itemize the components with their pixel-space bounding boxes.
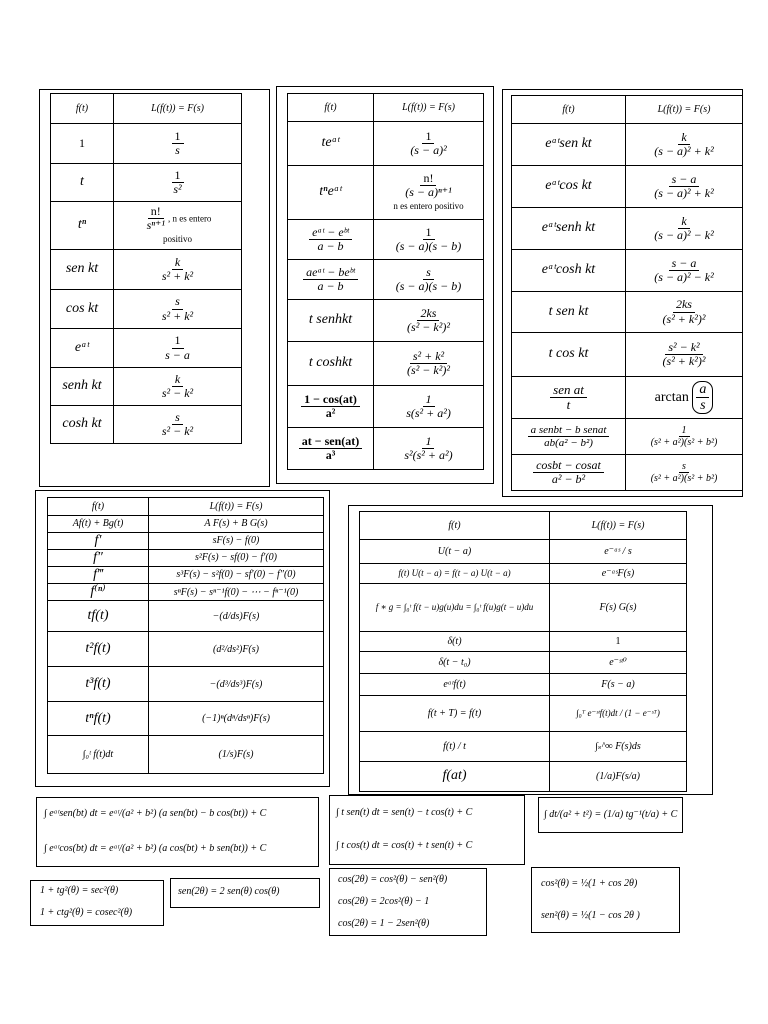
f-cell: eᵃᵗf(t) — [360, 674, 550, 696]
f-cell: teᵃᵗ — [288, 122, 374, 166]
F-cell: $\frac{s}{\text{s² + k²}}$ — [114, 290, 242, 329]
f-cell: aeᵃᵗ − beᵇᵗ a − b — [288, 260, 374, 300]
F-cell: $\frac{1}{\text{s²}}$ — [114, 164, 242, 202]
f-cell: f⁽ⁿ⁾ — [48, 584, 149, 601]
f-cell: eᵃᵗcos kt — [512, 166, 626, 208]
f-cell: t cos kt — [512, 333, 626, 377]
col-header-f: f(t) — [51, 94, 114, 124]
f-cell: tⁿ — [51, 202, 114, 250]
f-cell: δ(t) — [360, 632, 550, 652]
f-cell: ∫₀ᵗ f(t)dt — [48, 736, 149, 774]
F-cell: e⁻ᵃˢF(s) — [550, 564, 687, 584]
identity-cos2theta-1: cos(2θ) = cos²(θ) − sen²(θ) — [338, 874, 448, 885]
F-cell: $\frac{s}{\text{s² − k²}}$ — [114, 406, 242, 444]
F-cell: $\frac{1}{\text{(s² + a²)(s² + b²)}}$ — [626, 419, 743, 455]
f-cell: eᵃᵗ — [51, 329, 114, 368]
laplace-table-derivatives — [47, 497, 324, 774]
f-cell: tⁿeᵃᵗ — [288, 166, 374, 220]
f-cell: t²f(t) — [48, 632, 149, 667]
f-cell: eᵃᵗ − eᵇᵗ a − b — [288, 220, 374, 260]
F-cell: $\frac{1}{s}$ — [114, 124, 242, 164]
f-cell: at − sen(at) a³ — [288, 428, 374, 470]
f-cell: 1 — [51, 124, 114, 164]
col-header-F: L(f(t)) = F(s) — [114, 94, 242, 124]
identity-cos2theta-2: cos(2θ) = 2cos²(θ) − 1 — [338, 896, 430, 907]
integral-arctan: ∫ dt/(a² + t²) = (1/a) tg⁻¹(t/a) + C — [544, 809, 678, 820]
F-cell: $\frac{1}{\text{s(s² + a²)}}$ — [374, 386, 484, 428]
F-cell: s³F(s) − s²f(0) − sf′(0) − f″(0) — [149, 567, 324, 584]
f-cell: cosh kt — [51, 406, 114, 444]
f-cell: eᵃᵗcosh kt — [512, 250, 626, 292]
F-cell: $\frac{k}{\text{s² − k²}}$ — [114, 368, 242, 406]
identity-cosec: 1 + ctg²(θ) = cosec²(θ) — [40, 907, 133, 918]
F-cell: A F(s) + B G(s) — [149, 516, 324, 533]
f-cell: eᵃᵗsenh kt — [512, 208, 626, 250]
laplace-table-shifted — [511, 95, 743, 491]
F-cell: F(s) G(s) — [550, 584, 687, 632]
f-cell: f(t) U(t − a) = f(t − a) U(t − a) — [360, 564, 550, 584]
f-cell: $\frac{\text{cosbt − cosat}}{\text{a² − b²}}$ — [512, 455, 626, 491]
col-header-f: f(t) — [360, 512, 550, 540]
identity-cos2theta-3: cos(2θ) = 1 − 2sen²(θ) — [338, 918, 430, 929]
f-cell: senh kt — [51, 368, 114, 406]
identity-sen-squared: sen²(θ) = ½(1 − cos 2θ ) — [541, 910, 640, 921]
f-cell: f′ — [48, 533, 149, 550]
F-cell: sⁿF(s) − sⁿ⁻¹f(0) − ⋯ − fⁿ⁻¹(0) — [149, 584, 324, 601]
f-cell: sen at t — [512, 377, 626, 419]
f-cell: δ(t − t₀) — [360, 652, 550, 674]
f-cell: t coshkt — [288, 342, 374, 386]
integral-t-sen: ∫ t sen(t) dt = sen(t) − t cos(t) + C — [336, 807, 473, 818]
f-cell: a senbt − b senat ab(a² − b²) — [512, 419, 626, 455]
laplace-table-products — [287, 93, 484, 470]
F-cell: (d²/ds²)F(s) — [149, 632, 324, 667]
integrals-t-trig-box — [329, 795, 525, 865]
laplace-table-properties — [359, 511, 687, 792]
F-cell: $\frac{n!}{\text{sⁿ⁺¹}}$ , n es entero positivo — [114, 202, 242, 250]
col-header-f: f(t) — [48, 498, 149, 516]
F-cell: $\frac{1}{s - a}$ — [114, 329, 242, 368]
f-cell: f(at) — [360, 762, 550, 792]
f-cell: f″ — [48, 550, 149, 567]
F-cell: e⁻ᵃˢ / s — [550, 540, 687, 564]
col-header-F: L(f(t)) = F(s) — [374, 94, 484, 122]
F-cell: $\frac{s - a}{\text{(s − a)² + k²}}$ — [626, 166, 743, 208]
col-header-F: L(f(t)) = F(s) — [626, 96, 743, 124]
F-cell: $\frac{k}{\text{(s − a)² − k²}}$ — [626, 208, 743, 250]
f-cell: sen kt — [51, 250, 114, 290]
half-angle-box — [531, 867, 680, 933]
f-cell: Af(t) + Bg(t) — [48, 516, 149, 533]
F-cell: e⁻ˢᵗ⁰ — [550, 652, 687, 674]
F-cell: arctan $\frac{a}{s}$ — [626, 377, 743, 419]
f-cell: f ∗ g = ∫₀ᵗ f(t − u)g(u)du = ∫₀ᵗ f(u)g(t − u)du — [360, 584, 550, 632]
F-cell: ∫₀ᵀ e⁻ˢᵗf(t)dt / (1 − e⁻ˢᵀ) — [550, 696, 687, 732]
F-cell: s²F(s) − sf(0) − f′(0) — [149, 550, 324, 567]
f-cell: t — [51, 164, 114, 202]
f-cell: t senhkt — [288, 300, 374, 342]
col-header-F: L(f(t)) = F(s) — [149, 498, 324, 516]
identity-cos-squared: cos²(θ) = ½(1 + cos 2θ) — [541, 878, 638, 889]
F-cell: $\frac{\text{s² + k²}}{\text{(s² − k²)²}}$ — [374, 342, 484, 386]
f-cell: cos kt — [51, 290, 114, 329]
f-cell: tⁿf(t) — [48, 702, 149, 736]
F-cell: ∫ₛ^∞ F(s)ds — [550, 732, 687, 762]
F-cell: $\frac{2ks}{\text{(s² + k²)²}}$ — [626, 292, 743, 333]
integral-t-cos: ∫ t cos(t) dt = cos(t) + t sen(t) + C — [336, 840, 473, 851]
f-cell: U(t − a) — [360, 540, 550, 564]
f-cell: $\frac{1 - \cos(at)}{\text{a²}}$ — [288, 386, 374, 428]
f-cell: t³f(t) — [48, 667, 149, 702]
F-cell: (1/a)F(s/a) — [550, 762, 687, 792]
F-cell: (1/s)F(s) — [149, 736, 324, 774]
F-cell: −(d³/ds³)F(s) — [149, 667, 324, 702]
col-header-f: f(t) — [512, 96, 626, 124]
F-cell: $\frac{n!}{\text{(s − a)ⁿ⁺¹}}$ n es entero positivo — [374, 166, 484, 220]
f-cell: t sen kt — [512, 292, 626, 333]
integral-exp-cos: ∫ eᵃᵗcos(bt) dt = eᵃᵗ/(a² + b²) (a cos(bt) + b sen(bt)) + C — [44, 843, 267, 854]
f-cell: f(t) / t — [360, 732, 550, 762]
F-cell: $\frac{1}{(s - a)(s - b)}$ — [374, 220, 484, 260]
F-cell: $\frac{s - a}{\text{(s − a)² − k²}}$ — [626, 250, 743, 292]
col-header-F: L(f(t)) = F(s) — [550, 512, 687, 540]
integral-exp-sen: ∫ eᵃᵗsen(bt) dt = eᵃᵗ/(a² + b²) (a sen(bt) − b cos(bt)) + C — [44, 808, 267, 819]
F-cell: −(d/ds)F(s) — [149, 601, 324, 632]
F-cell: (−1)ⁿ(dⁿ/dsⁿ)F(s) — [149, 702, 324, 736]
identity-sec: 1 + tg²(θ) = sec²(θ) — [40, 885, 119, 896]
F-cell: 1 — [550, 632, 687, 652]
F-cell: $\frac{\text{s² − k²}}{\text{(s² + k²)²}}$ — [626, 333, 743, 377]
col-header-f: f(t) — [288, 94, 374, 122]
F-cell: sF(s) − f(0) — [149, 533, 324, 550]
f-cell: f‴ — [48, 567, 149, 584]
F-cell: $\frac{1}{\text{s²(s² + a²)}}$ — [374, 428, 484, 470]
f-cell: tf(t) — [48, 601, 149, 632]
F-cell: $\frac{s}{(s - a)(s - b)}$ — [374, 260, 484, 300]
F-cell: $\frac{1}{\text{(s − a)²}}$ — [374, 122, 484, 166]
laplace-table-basic — [50, 93, 242, 444]
F-cell: $\frac{2ks}{\text{(s² − k²)²}}$ — [374, 300, 484, 342]
F-cell: F(s − a) — [550, 674, 687, 696]
f-cell: f(t + T) = f(t) — [360, 696, 550, 732]
f-cell: eᵃᵗsen kt — [512, 124, 626, 166]
identity-sen2theta: sen(2θ) = 2 sen(θ) cos(θ) — [178, 886, 280, 897]
F-cell: $\frac{s}{\text{(s² + a²)(s² + b²)}}$ — [626, 455, 743, 491]
F-cell: $\frac{k}{\text{(s − a)² + k²}}$ — [626, 124, 743, 166]
F-cell: $\frac{k}{\text{s² + k²}}$ — [114, 250, 242, 290]
